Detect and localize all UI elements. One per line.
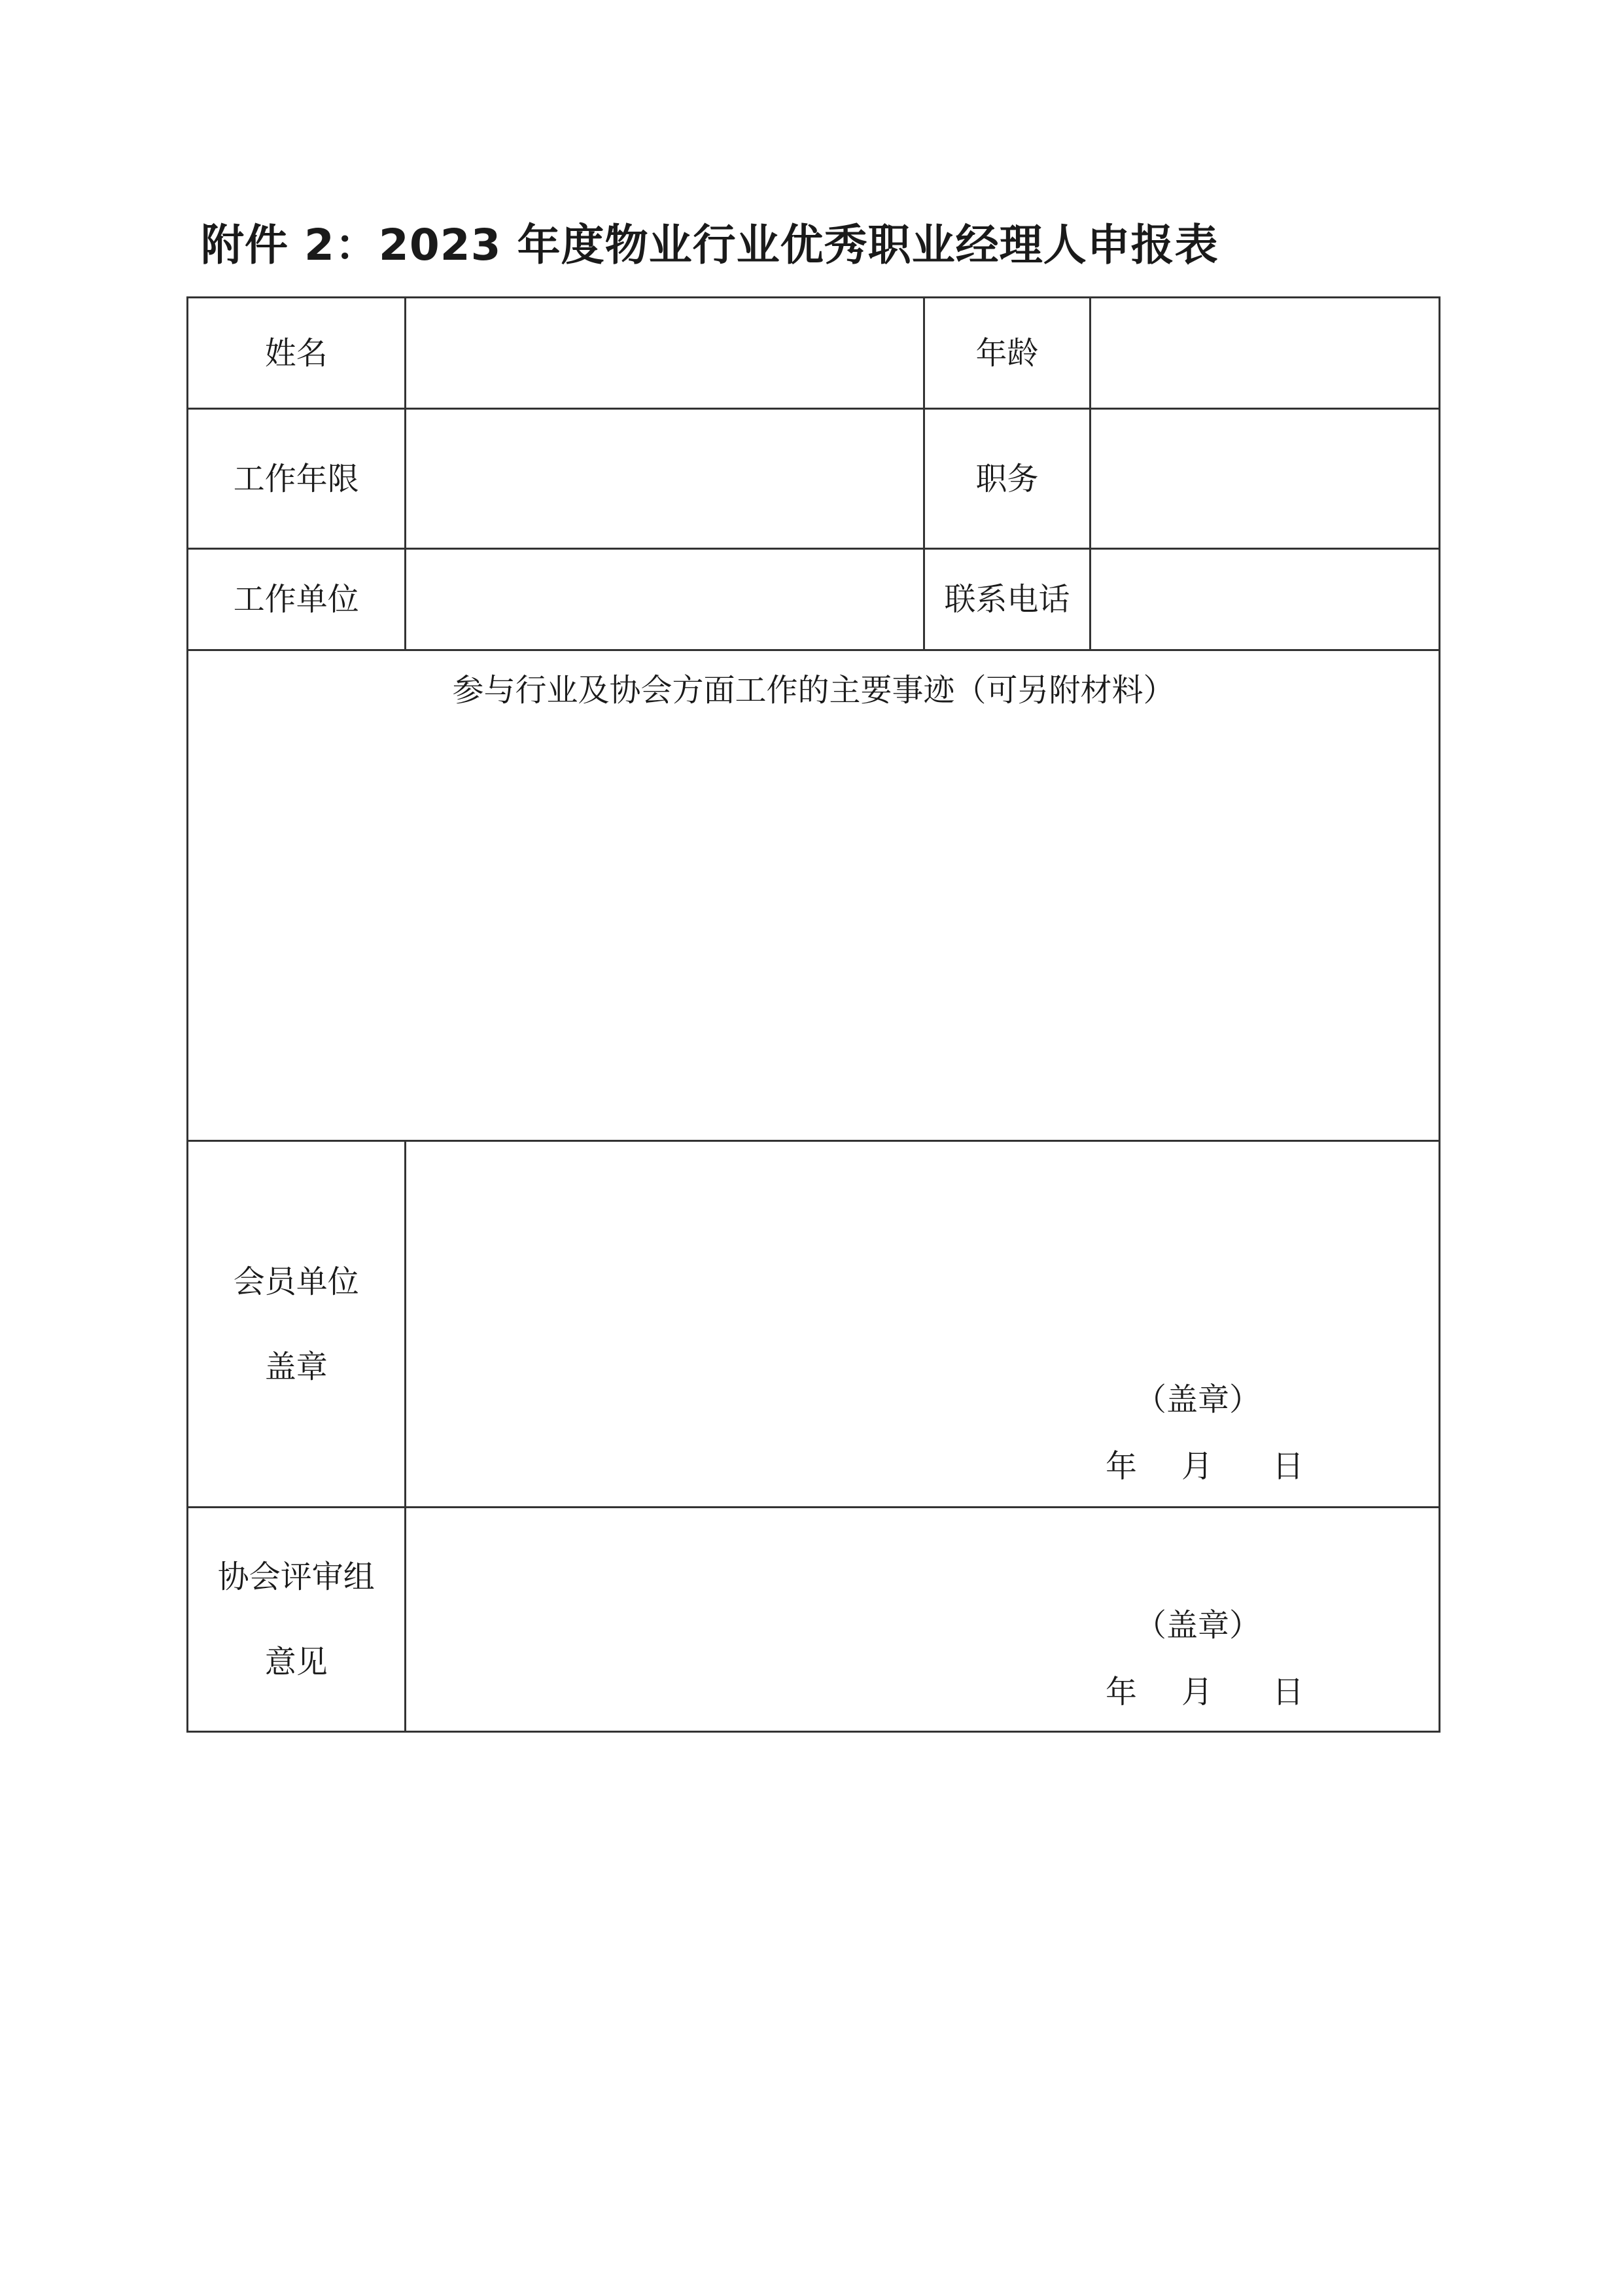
- age-label: 年龄: [924, 298, 1090, 409]
- phone-field[interactable]: [1091, 549, 1440, 650]
- form-row-deeds: [188, 650, 1440, 1141]
- age-field[interactable]: [1091, 298, 1440, 409]
- page-title: 附件 2：2023 年度物业行业优秀职业经理人申报表: [201, 220, 1219, 270]
- position-field[interactable]: [1091, 409, 1440, 549]
- review-date-year: 年: [1106, 1674, 1138, 1710]
- member-seal-text: （盖章）: [1135, 1381, 1261, 1418]
- deeds-heading: 参与行业及协会方面工作的主要事迹（可另附材料）: [452, 672, 1175, 709]
- application-form-table: [186, 296, 1440, 1733]
- form-row-years-position: [188, 409, 1440, 549]
- form-row-member-seal: [188, 1141, 1440, 1508]
- review-seal-text: （盖章）: [1135, 1607, 1261, 1644]
- work-years-label: 工作年限: [188, 409, 406, 549]
- review-date-month: 月: [1181, 1674, 1213, 1710]
- name-field[interactable]: [405, 298, 924, 409]
- review-date-day: 日: [1272, 1674, 1304, 1710]
- employer-field[interactable]: [405, 549, 924, 650]
- work-years-field[interactable]: [405, 409, 924, 549]
- member-date-year: 年: [1106, 1448, 1138, 1485]
- review-label-line1: 协会评审组: [217, 1559, 375, 1595]
- deeds-field[interactable]: [188, 650, 1440, 1141]
- employer-label: 工作单位: [188, 549, 406, 650]
- member-date-day: 日: [1272, 1448, 1304, 1485]
- form-row-employer-phone: [188, 549, 1440, 650]
- review-label: [188, 1508, 406, 1732]
- member-seal-label: [188, 1141, 406, 1508]
- phone-label: 联系电话: [924, 549, 1090, 650]
- position-label: 职务: [924, 409, 1090, 549]
- member-seal-label-line2: 盖章: [264, 1348, 328, 1385]
- member-seal-label-line1: 会员单位: [233, 1263, 359, 1300]
- name-label: 姓名: [188, 298, 406, 409]
- review-label-line2: 意见: [264, 1644, 328, 1680]
- form-row-name-age: [188, 298, 1440, 409]
- member-date-month: 月: [1181, 1448, 1213, 1485]
